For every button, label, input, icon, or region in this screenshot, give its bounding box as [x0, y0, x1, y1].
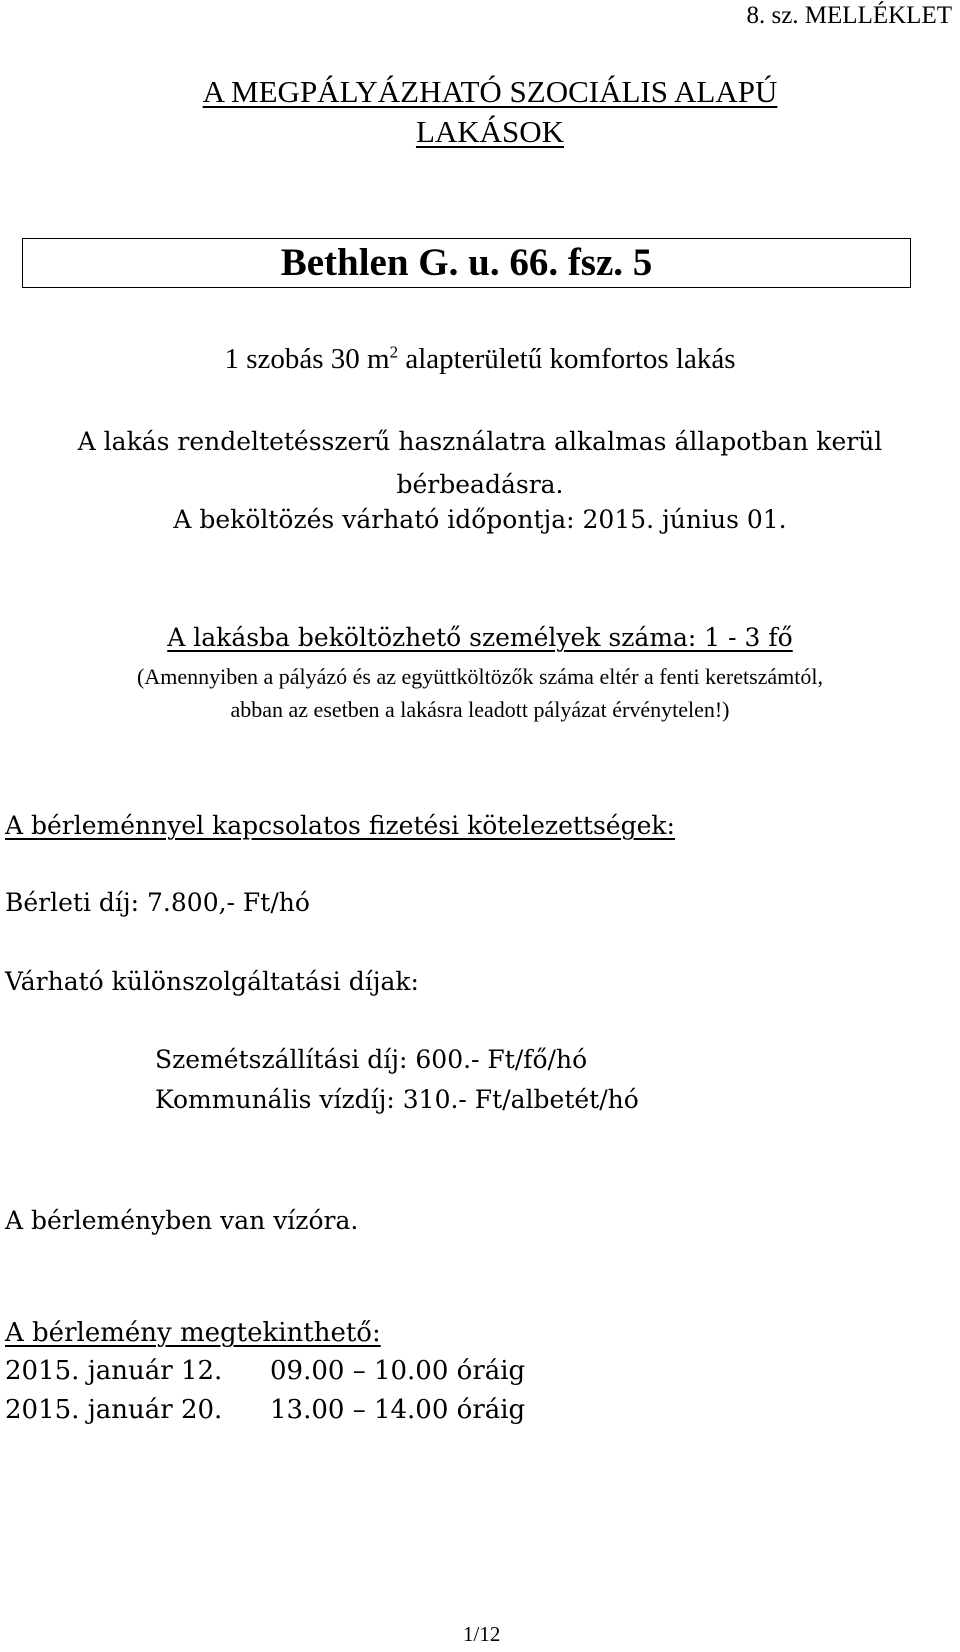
viewing-date: 2015. január 20.: [5, 1395, 223, 1425]
address-box: Bethlen G. u. 66. fsz. 5: [22, 238, 911, 288]
page-number: 1/12: [463, 1622, 501, 1646]
waste-fee-line: Szemétszállítási díj: 600.- Ft/fő/hó: [155, 1045, 588, 1074]
viewing-time: 13.00 – 14.00 óráig: [270, 1395, 526, 1425]
viewing-heading: A bérlemény megtekinthető:: [5, 1318, 381, 1348]
water-fee-line: Kommunális vízdíj: 310.- Ft/albetét/hó: [155, 1085, 639, 1114]
move-in-date: A beköltözés várható időpontja: 2015. június 01.: [173, 505, 787, 534]
unit-description-text: 1 szobás 30 m: [224, 343, 390, 375]
viewing-row: [5, 1395, 525, 1425]
rent-value: : 7.800,- Ft/hó: [130, 888, 310, 917]
occupant-note-line-2: abban az esetben a lakásra leadott pályázat érvénytelen!): [230, 697, 730, 722]
viewing-row: [5, 1356, 525, 1386]
utility-fees-colon: :: [410, 967, 419, 996]
unit-area-exponent: 2: [389, 342, 399, 362]
utility-fees-label: Várható különszolgáltatási díjak: [5, 967, 411, 996]
viewing-date: 2015. január 12.: [5, 1356, 223, 1386]
occupant-limit: A lakásba beköltözhető személyek száma: 1 - 3 fő: [167, 623, 793, 652]
unit-description-rest: alapterületű komfortos lakás: [398, 343, 736, 375]
condition-line-1: A lakás rendeltetésszerű használatra alkalmas állapotban kerül: [77, 427, 883, 456]
rent-line: [5, 888, 310, 917]
water-meter-note: A bérleményben van vízóra.: [5, 1206, 359, 1235]
main-heading: A MEGPÁLYÁZHATÓ SZOCIÁLIS ALAPÚ LAKÁSOK: [202, 74, 778, 149]
utility-fees-heading: [5, 967, 419, 996]
viewing-time: 09.00 – 10.00 óráig: [270, 1356, 526, 1386]
payment-obligations-heading: A bérleménnyel kapcsolatos fizetési kötelezettségek:: [5, 811, 675, 840]
rent-label: Bérleti díj: [5, 888, 131, 917]
occupant-note-line-1: (Amennyiben a pályázó és az együttköltözők száma eltér a fenti keretszámtól,: [137, 664, 823, 689]
condition-line-2: bérbeadásra.: [396, 470, 564, 499]
annex-label: 8. sz. MELLÉKLET: [746, 2, 952, 29]
unit-description: [0, 343, 960, 376]
